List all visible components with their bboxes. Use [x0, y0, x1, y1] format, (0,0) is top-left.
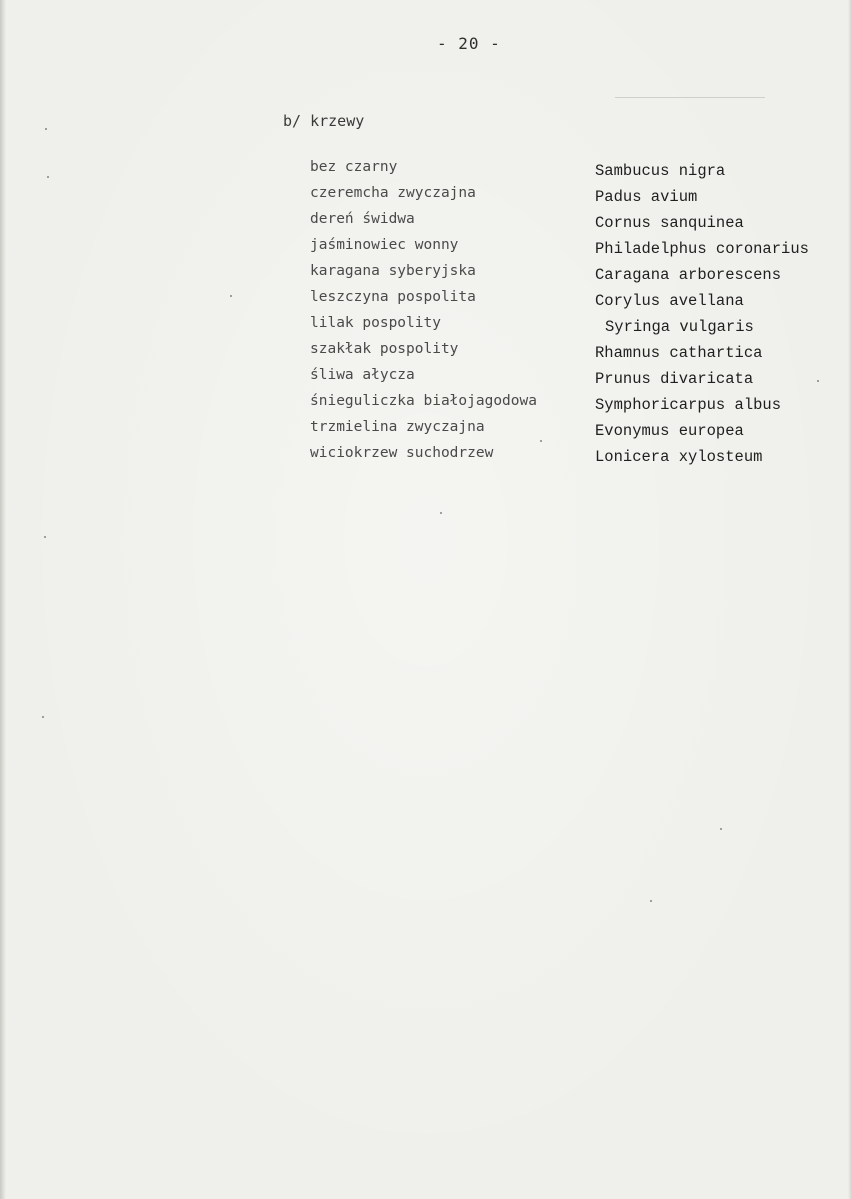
scan-speck — [47, 176, 49, 178]
list-item-latin: Lonicera xylosteum — [595, 448, 763, 466]
polish-names-list — [310, 154, 537, 466]
scan-speck — [44, 536, 46, 538]
list-item-polish: szakłak pospolity — [310, 341, 459, 357]
list-item-polish: śliwa ałycza — [310, 367, 415, 383]
page-edge-left — [0, 0, 6, 1199]
list-item-latin: Symphoricarpus albus — [595, 396, 782, 414]
list-item-latin: Prunus divaricata — [595, 370, 754, 388]
scan-speck — [650, 900, 652, 902]
list-item-polish: dereń świdwa — [310, 211, 415, 227]
list-item-polish: jaśminowiec wonny — [310, 237, 459, 253]
scan-speck — [42, 716, 44, 718]
scan-speck — [45, 128, 47, 130]
page-edge-right — [848, 0, 852, 1199]
scan-speck — [720, 828, 722, 830]
scan-speck — [440, 512, 442, 514]
list-item-polish: bez czarny — [310, 159, 398, 175]
list-item-latin: Caragana arborescens — [595, 266, 782, 284]
list-item-polish: leszczyna pospolita — [310, 289, 476, 305]
list-item-latin: Rhamnus cathartica — [595, 344, 763, 362]
list-item-latin: Philadelphus coronarius — [595, 240, 809, 258]
list-item-latin: Padus avium — [595, 188, 698, 206]
scan-speck — [230, 295, 232, 297]
list-item-polish: lilak pospolity — [310, 315, 441, 331]
scan-speck — [540, 440, 542, 442]
list-item-latin: Evonymus europea — [595, 422, 744, 440]
list-item-polish: wiciokrzew suchodrzew — [310, 445, 494, 461]
list-item-latin: Sambucus nigra — [595, 162, 726, 180]
list-item-polish: trzmielina zwyczajna — [310, 419, 485, 435]
latin-names-list — [595, 158, 809, 470]
list-item-polish: karagana syberyjska — [310, 263, 476, 279]
list-item-latin: Corylus avellana — [595, 292, 744, 310]
list-item-polish: czeremcha zwyczajna — [310, 185, 476, 201]
page-number: - 20 - — [437, 34, 501, 53]
section-heading: b/ krzewy — [283, 112, 365, 130]
scan-hairline — [615, 97, 765, 98]
list-item-latin: Syringa vulgaris — [605, 318, 754, 336]
scan-speck — [817, 380, 819, 382]
list-item-polish: śnieguliczka białojagodowa — [310, 393, 537, 409]
list-item-latin: Cornus sanquinea — [595, 214, 744, 232]
